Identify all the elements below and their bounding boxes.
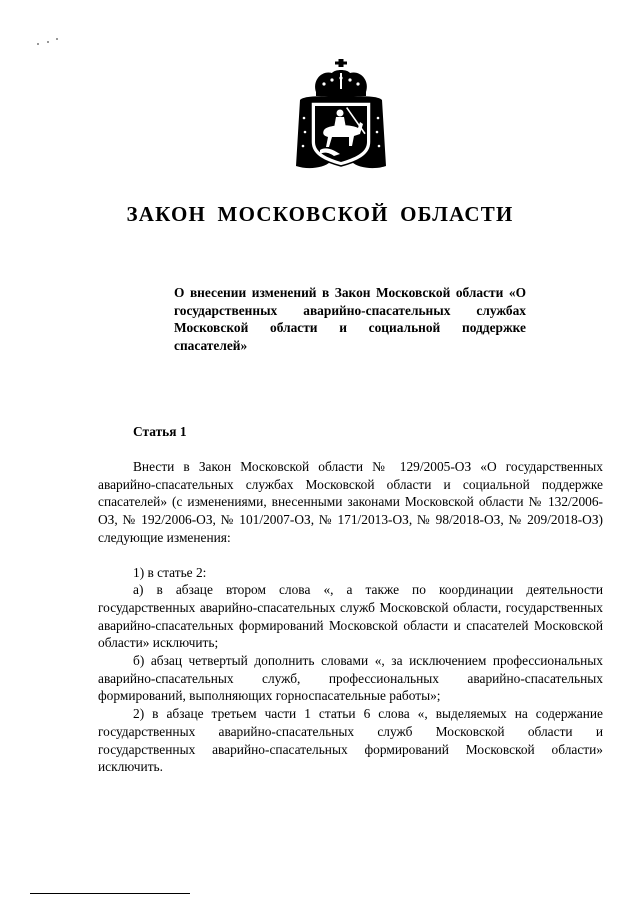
scan-artifact: [47, 41, 49, 43]
document-subtitle: О внесении изменений в Закон Московской области «О государственных аварийно-спасательных службах Московской области и социальной поддержке спасателей»: [174, 285, 526, 353]
article-heading: Статья 1: [133, 424, 187, 439]
paragraph-item-1a: а) в абзаце втором слова «, а также по координации деятельности государственных аварийно-спасательных служб Московской области, государственных аварийно-спасательных формирований Московской области и спасателей Московской области» исключить;: [98, 582, 603, 651]
moscow-oblast-coat-of-arms-icon: [294, 58, 388, 176]
paragraph-item-2: 2) в абзаце третьем части 1 статьи 6 слова «, выделяемых на содержание государственных аварийно-спасательных служб Московской области и государственных аварийно-спасательных формирований Московской области» исключить.: [98, 706, 603, 775]
scan-artifact: [37, 43, 39, 45]
scan-artifact: [56, 38, 58, 40]
paragraph-intro: Внести в Закон Московской области № 129/2005-ОЗ «О государственных аварийно-спасательных службах Московской области и социальной поддержке спасателей» (с изменениями, внесенными законами Московской области № 132/2006-ОЗ, № 192/2006-ОЗ, № 101/2007-ОЗ, № 171/2013-ОЗ, № 98/2018-ОЗ, № 209/2018-ОЗ) следующие изменения:: [98, 459, 603, 545]
paragraph-item-1b: б) абзац четвертый дополнить словами «, за исключением профессиональных аварийно-спасательных служб, профессиональных аварийно-спасательных формирований, выполняющих горноспасательные работы»;: [98, 653, 603, 704]
footer-rule: [30, 893, 190, 894]
paragraph-item-1: 1) в статье 2:: [133, 564, 207, 580]
document-title: ЗАКОН МОСКОВСКОЙ ОБЛАСТИ: [126, 202, 514, 226]
article-body: [98, 458, 603, 776]
